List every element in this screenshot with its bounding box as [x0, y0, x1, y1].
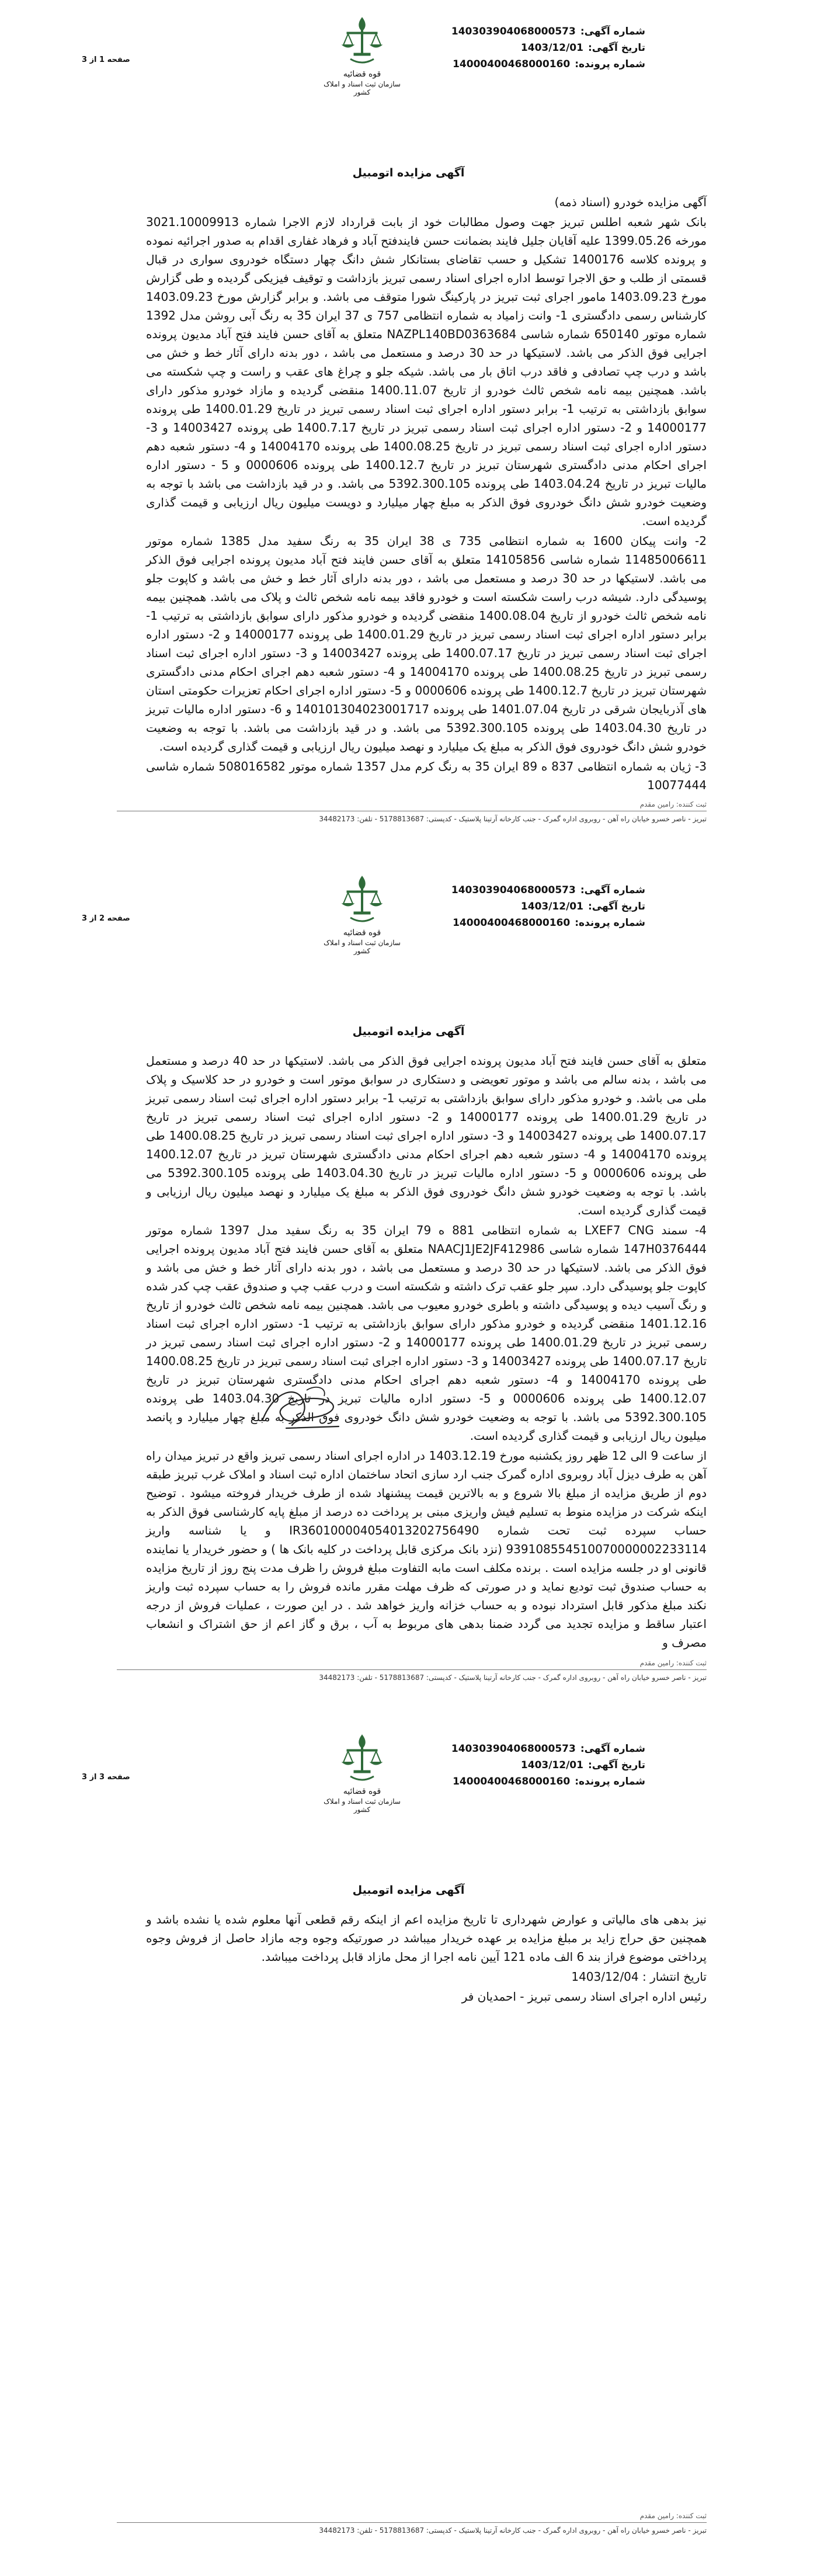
page-number: صفحه 1 از 3	[82, 55, 130, 64]
page-footer	[117, 800, 707, 823]
notice-date-label: تاریخ آگهی:	[587, 1759, 645, 1771]
paragraph: 4- سمند LXEF7 CNG به شماره انتظامی 881 ه 79 ایران 35 به رنگ سفید مدل 1397 شماره موتور 147H0376444 شماره شاسی NAACJ1JE2JF412986 متعلق به آقای حسن فایند فتح آباد مدیون پرونده اجرایی فوق الذکر می باشد. لاستیکها در حد 30 درصد و مستعمل می باشد ، دور بدنه دارای آثار خط و خش می باشد و کاپوت جلو پوسیدگی دارد. سپر جلو عقب ترک داشته و شکسته است و درب عقب چپ و صندوق عقب چپ کدر شده و رنگ آسیب دیده و پوسیدگی داشته و باطری خودرو معیوب می باشد. همچنین بیمه نامه شخص ثالث خودرو از تاریخ 1401.12.16 منقضی گردیده و خودرو مذکور دارای سوابق بازداشتی به ترتیب 1- دستور اداره اجرای ثبت اسناد رسمی تبریز در تاریخ 1400.01.29 طی پرونده 14000177 و 2- دستور اداره اجرای ثبت اسناد رسمی تبریز در تاریخ 1400.07.17 طی پرونده 14003427 و 3- دستور اداره اجرای ثبت اسناد رسمی تبریز در تاریخ 1400.08.25 طی پرونده 14004170 و 4- دستور شعبه دهم اجرای احکام مدنی دادگستری شهرستان تبریز در تاریخ 1400.12.07 طی پرونده 0000606 و 5- دستور اداره مالیات تبریز در تاریخ 1403.04.30 طی پرونده 5392.300.105 می باشد. با توجه به وضعیت خودرو شش دانگ خودروی فوق الذکر به مبلغ چهار میلیارد و پانصد میلیون ریال ارزیابی و قیمت گذاری گردیده است.	[146, 1223, 707, 1443]
logo-caption-judiciary: قوه قضائیه	[343, 70, 381, 79]
publication-date: تاریخ انتشار : 1403/12/04	[571, 1970, 707, 1984]
page-title: آگهی مزایده اتومبیل	[352, 1884, 465, 1897]
page-footer	[117, 2512, 707, 2535]
office-address: تبریز - ناصر خسرو خیابان راه آهن - روبروی اداره گمرک - جنب کارخانه آرتینا پلاستیک - کدپستی: 5178813687 - تلفن: 34482173	[319, 815, 707, 823]
notice-meta	[435, 23, 645, 72]
logo-caption-judiciary: قوه قضائیه	[343, 1787, 381, 1796]
page-title: آگهی مزایده اتومبیل	[352, 1025, 465, 1038]
scales-emblem-icon	[339, 15, 385, 67]
notice-meta	[435, 1741, 645, 1790]
notice-number: 140303904068000573	[451, 1743, 576, 1755]
office-address: تبریز - ناصر خسرو خیابان راه آهن - روبروی اداره گمرک - جنب کارخانه آرتینا پلاستیک - کدپستی: 5178813687 - تلفن: 34482173	[319, 1674, 707, 1682]
file-number: 14000400468000160	[453, 917, 571, 929]
page-number: صفحه 2 از 3	[82, 914, 130, 923]
footer-divider	[117, 1669, 707, 1670]
paragraph: از ساعت 9 الی 12 ظهر روز یکشنبه مورخ 1403.12.19 در اداره اجرای اسناد رسمی تبریز واقع در تبریز میدان راه آهن به طرف دیزل آباد روبروی اداره گمرک جنب ارد سازی اتحاد ساختمان اداره ثبت اسناد و املاک غرب تبریز طبقه دوم از طریق مزایده از مبلغ بالا شروع و به بالاترین قیمت پیشنهاد شده از طرف خریدار فروخته میشود . توضیح اینکه شرکت در مزایده منوط به تسلیم فیش واریزی مبنی بر پرداخت ده درصد از مبلغ پایه کارشناسی فوق الذکر به حساب سپرده ثبت تحت شماره IR360100004054013202756490 و یا شناسه واریز 939108554510070000002233114 (نزد بانک مرکزی قابل پرداخت در کلیه بانک ها ) و حضور خریدار یا نماینده قانونی او در جلسه مزایده است . برنده مکلف است مابه التفاوت مبلغ فروش را ظرف مدت پنج روز از تاریخ مزایده به حساب صندوق ثبت تودیع نماید و در صورتی که ظرف مهلت مقرر مانده فروش را به حساب سپرده ثبت واریز نکند مبلغ مذکور قابل استرداد نبوده و به حساب خزانه واریز خواهد شد . در این صورت ، عملیات فروش از درجه اعتبار ساقط و مزایده تجدید می گردد ضمنا بدهی های مربوط به آب ، برق و گاز اعم از حق اشتراک و انشعاب مصرف و	[146, 1449, 707, 1650]
notice-body	[146, 1910, 707, 2007]
page-footer	[117, 1659, 707, 1682]
scales-emblem-icon	[339, 1732, 385, 1785]
office-head: رئیس اداره اجرای اسناد رسمی تبریز - احمدیان فر	[461, 1990, 707, 2004]
notice-number: 140303904068000573	[451, 884, 576, 896]
notice-number-label: شماره آگهی:	[580, 26, 645, 37]
notice-date-label: تاریخ آگهی:	[587, 901, 645, 912]
page-number: صفحه 3 از 3	[82, 1773, 130, 1782]
paragraph: بانک شهر شعبه اطلس تبریز جهت وصول مطالبات خود از بابت قرارداد لازم الاجرا شماره 3021.10009913 مورخه 1399.05.26 علیه آقایان جلیل فایند بضمانت حسن فایندفتح آباد و فرهاد غفاری اقدام به صدور اجرائیه نموده و پرونده کلاسه 1400176 تشکیل و حسب تقاضای بستانکار شش دانگ چهار دستگاه خودروی سواری در قبال قسمتی از طلب و حق الاجرا توسط اداره اجرای اسناد رسمی تبریز بازداشت و توقیف فیزیکی گردیده و طی گزارش مورخ 1403.09.23 مامور اجرای ثبت تبریز در پارکینگ شورا متوقف می باشد. و برابر گزارش مورخ 1403.09.23 کارشناس رسمی دادگستری 1- وانت زامیاد به شماره انتظامی 757 ی 37 ایران 35 به رنگ آبی روشن مدل 1392 شماره موتور 650140 شماره شاسی NAZPL140BD0363684 متعلق به آقای حسن فایند فتح آباد مدیون پرونده اجرایی فوق الذکر می باشد. لاستیکها در حد 30 درصد و مستعمل می باشد ، دور بدنه دارای آثار خط و خش می باشد و درب چپ تصادفی و فاقد درب اتاق بار می باشد. شیکه جلو و چراغ های عقب و راست و چپ شکسته می باشد. همچنین بیمه نامه شخص ثالث خودرو از تاریخ 1400.11.07 منقضی گردیده و مازاد خودرو مذکور دارای سوابق بازداشتی به ترتیب 1- برابر دستور اداره اجرای ثبت اسناد رسمی تبریز در تاریخ 1400.01.29 طی پرونده 14000177 و 2- دستور اداره اجرای ثبت اسناد رسمی تبریز در تاریخ 1400.7.17 طی پرونده 14003427 و 3- دستور اداره اجرای ثبت اسناد رسمی تبریز در تاریخ 1400.08.25 طی پرونده 14004170 و 4- دستور شعبه دهم اجرای احکام مدنی دادگستری شهرستان تبریز در تاریخ 1400.12.7 طی پرونده 0000606 و 5 - دستور اداره مالیات تبریز در تاریخ 1403.04.24 طی پرونده 5392.300.105 می باشد. و در قید بازداشت می باشد با توجه به وضعیت خودرو شش دانگ خودروی فوق الذکر به مبلغ چهار میلیارد و دویست میلیون ریال ارزیابی و قیمت گذاری گردیده است.	[146, 215, 707, 528]
registrar-name: ثبت کننده: رامین مقدم	[639, 800, 707, 808]
page-title: آگهی مزایده اتومبیل	[352, 166, 465, 179]
file-number: 14000400468000160	[453, 1776, 571, 1787]
notice-date: 1403/12/01	[520, 1759, 583, 1771]
notice-date: 1403/12/01	[520, 901, 583, 912]
file-number-label: شماره پرونده:	[575, 58, 645, 70]
judiciary-logo	[315, 15, 409, 96]
paragraph: متعلق به آقای حسن فایند فتح آباد مدیون پرونده اجرایی فوق الذکر می باشد. لاستیکها در حد 40 درصد و مستعمل می باشد ، بدنه سالم می باشد و موتور تعویضی و دستکاری در سوابق موتور است و خودرو در حد کلاسیک و پلاک ملی می باشد. و خودرو مذکور دارای سوابق بازداشتی به ترتیب 1- برابر دستور اداره اجرای ثبت اسناد رسمی تبریز در تاریخ 1400.01.29 طی پرونده 14000177 و 2- دستور اداره اجرای ثبت اسناد رسمی تبریز در تاریخ 1400.07.17 طی پرونده 14003427 و 3- دستور اداره اجرای ثبت اسناد رسمی تبریز در تاریخ 1400.08.25 طی پرونده 14004170 و 4- دستور شعبه دهم اجرای احکام مدنی دادگستری شهرستان تبریز در تاریخ 1400.12.07 طی پرونده 0000606 و 5- دستور اداره مالیات تبریز در تاریخ 1403.04.30 طی پرونده 5392.300.105 می باشد. با توجه به وضعیت خودرو شش دانگ خودروی فوق الذکر به مبلغ یک میلیارد و نهصد میلیون ریال ارزیابی و قیمت گذاری گردیده است.	[146, 1054, 707, 1217]
judiciary-logo	[315, 1732, 409, 1814]
office-address: تبریز - ناصر خسرو خیابان راه آهن - روبروی اداره گمرک - جنب کارخانه آرتینا پلاستیک - کدپستی: 5178813687 - تلفن: 34482173	[319, 2526, 707, 2535]
paragraph: 2- وانت پیکان 1600 به شماره انتظامی 735 ی 38 ایران 35 به رنگ سفید مدل 1385 شماره موتور 11485006611 شماره شاسی 14105856 متعلق به آقای حسن فایند فتح آباد مدیون پرونده اجرایی فوق الذکر می باشد. لاستیکها در حد 30 درصد و مستعمل می باشد ، دور بدنه دارای آثار خط و خش می باشد و کاپوت جلو پوسیدگی دارد. شیشه درب راست شکسته است و خودرو فاقد بیمه نامه شخص ثالث و پلاک می باشد. همچنین بیمه نامه شخص ثالث خودرو از تاریخ 1400.08.04 منقضی گردیده و خودرو مذکور دارای سوابق بازداشتی به ترتیب 1- برابر دستور اداره اجرای ثبت اسناد رسمی تبریز در تاریخ 1400.01.29 طی پرونده 14000177 و 2- دستور اداره اجرای ثبت اسناد رسمی تبریز در تاریخ 1400.07.17 طی پرونده 14003427 و 3- دستور اداره اجرای ثبت اسناد رسمی تبریز در تاریخ 1400.08.25 طی پرونده 14004170 و 4- دستور شعبه دهم اجرای احکام مدنی دادگستری شهرستان تبریز در تاریخ 1400.12.7 طی پرونده 0000606 و 5- دستور اداره اجرای احکام تعزیرات حکومتی استان های آذربایجان شرقی در تاریخ 1401.07.04 طی پرونده 140101304023001717 و 6- دستور اداره مالیات تبریز در تاریخ 1403.04.30 طی پرونده 5392.300.105 می باشد. و در قید بازداشت می باشد. با توجه به وضعیت خودرو شش دانگ خودروی فوق الذکر به مبلغ یک میلیارد و نهصد میلیون ریال ارزیابی و قیمت گذاری گردیده است.	[146, 534, 707, 754]
registrar-name: ثبت کننده: رامین مقدم	[639, 1659, 707, 1667]
judiciary-logo	[315, 873, 409, 955]
logo-caption-judiciary: قوه قضائیه	[343, 928, 381, 938]
paragraph: 3- ژیان به شماره انتظامی 837 ه 89 ایران 35 به رنگ کرم مدل 1357 شماره موتور 508016582 شماره شاسی 10077444	[146, 759, 707, 792]
page-1	[0, 0, 817, 859]
logo-caption-registry: سازمان ثبت اسناد و املاک کشور	[324, 939, 401, 955]
notice-date: 1403/12/01	[520, 42, 583, 54]
scales-emblem-icon	[339, 873, 385, 926]
footer-divider	[117, 2522, 707, 2523]
page-2	[0, 859, 817, 1717]
notice-number-label: شماره آگهی:	[580, 884, 645, 896]
handwritten-signature	[251, 1373, 350, 1443]
registrar-name: ثبت کننده: رامین مقدم	[639, 2512, 707, 2520]
file-number-label: شماره پرونده:	[575, 1776, 645, 1787]
notice-meta	[435, 882, 645, 931]
page-3	[0, 1717, 817, 2576]
logo-caption-registry: سازمان ثبت اسناد و املاک کشور	[324, 80, 401, 96]
notice-number-label: شماره آگهی:	[580, 1743, 645, 1755]
logo-caption-registry: سازمان ثبت اسناد و املاک کشور	[324, 1797, 401, 1814]
notice-body	[146, 1051, 707, 1653]
file-number: 14000400468000160	[453, 58, 571, 70]
notice-number: 140303904068000573	[451, 26, 576, 37]
notice-date-label: تاریخ آگهی:	[587, 42, 645, 54]
paragraph: آگهی مزایده خودرو (اسناد ذمه)	[554, 195, 707, 209]
file-number-label: شماره پرونده:	[575, 917, 645, 929]
paragraph: نیز بدهی های مالیاتی و عوارض شهرداری تا تاریخ مزایده اعم از اینکه رقم قطعی آنها معلوم شده یا نشده باشد و همچنین حق حراج زاید بر مبلغ مزایده بر عهده خریدار میباشد در صورتیکه وجوه وجه مازاد حاصل از فروش وجوه پرداختی موضوع فراز بند 6 الف ماده 121 آیین نامه اجرا از محل مازاد قابل پرداخت میباشد.	[146, 1912, 707, 1964]
notice-body	[146, 193, 707, 796]
